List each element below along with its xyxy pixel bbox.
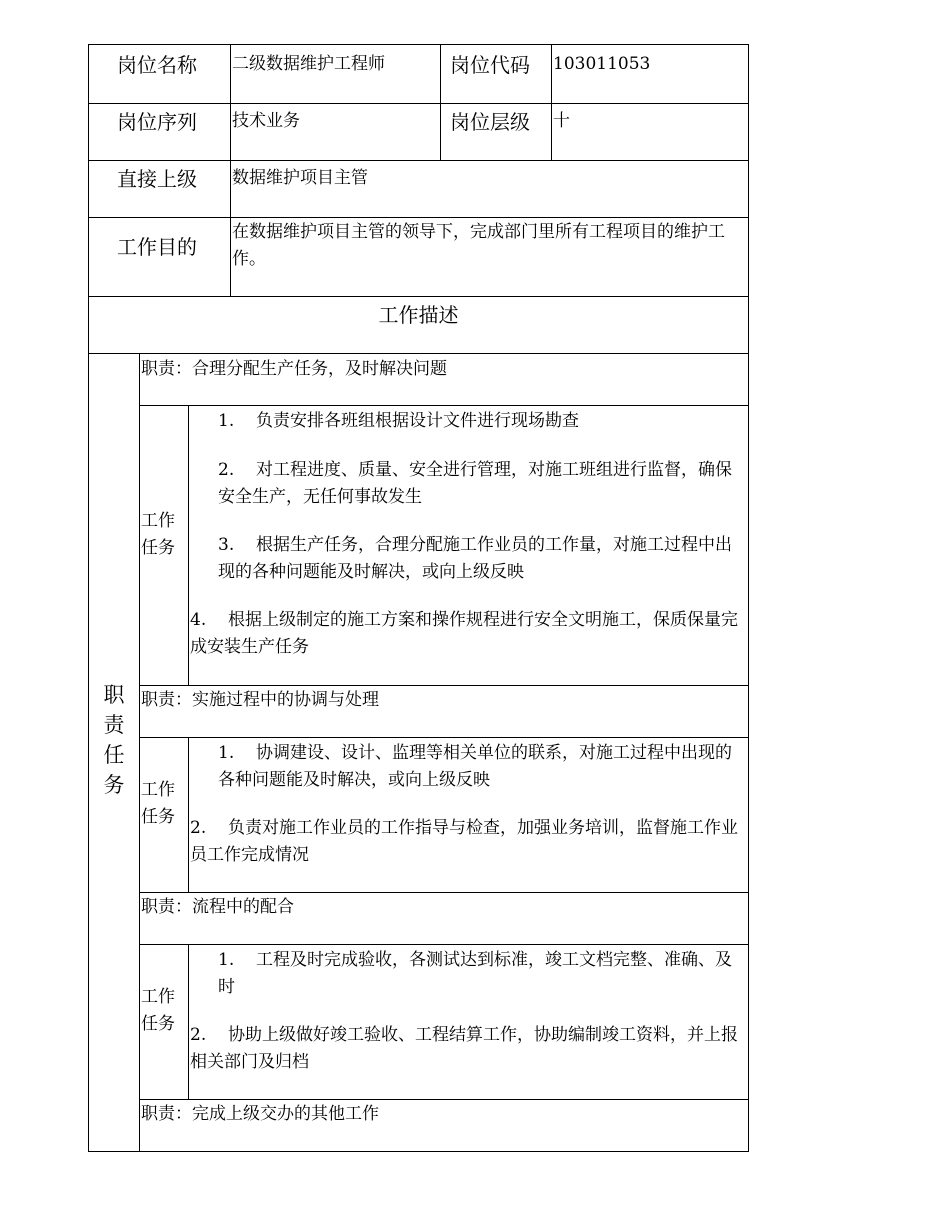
table-border	[748, 44, 749, 1152]
purpose-value: 在数据维护项目主管的领导下，完成部门里所有工程项目的维护工作。	[232, 222, 725, 269]
table-border	[188, 944, 189, 1100]
position-code-label: 岗位代码	[450, 53, 530, 77]
task-label: 工作任务	[141, 780, 175, 827]
position-level-label: 岗位层级	[450, 110, 530, 134]
task-label: 工作任务	[141, 987, 175, 1034]
work-description-title: 工作描述	[378, 303, 459, 327]
task-item: 3. 根据生产任务，合理分配施工作业员的工作量，对施工过程中出现的各种问题能及时解决，或向上级反映	[218, 535, 732, 582]
table-border	[139, 944, 749, 945]
duty-title: 职责：流程中的配合	[141, 897, 294, 917]
table-border	[139, 737, 749, 738]
task-item: 1. 负责安排各班组根据设计文件进行现场勘查	[218, 411, 579, 431]
table-border	[139, 1099, 749, 1100]
table-border	[88, 103, 749, 104]
table-border	[551, 44, 552, 161]
table-border	[188, 405, 189, 686]
table-border	[88, 1151, 749, 1152]
position-series-label: 岗位序列	[117, 110, 197, 134]
position-name-value: 二级数据维护工程师	[232, 54, 385, 74]
supervisor-value: 数据维护项目主管	[232, 168, 368, 188]
table-border	[230, 44, 231, 297]
task-item: 4. 根据上级制定的施工方案和操作规程进行安全文明施工，保质保量完成安装生产任务	[190, 610, 738, 657]
table-border	[139, 685, 749, 686]
task-item: 2. 负责对施工作业员的工作指导与检查，加强业务培训，监督施工作业员工作完成情况	[190, 818, 738, 865]
table-border	[139, 892, 749, 893]
table-border	[88, 44, 749, 45]
table-border	[88, 296, 749, 297]
task-item: 1. 协调建设、设计、监理等相关单位的联系，对施工过程中出现的各种问题能及时解决，或向上级反映	[218, 743, 732, 790]
purpose-label: 工作目的	[117, 235, 197, 259]
duty-title: 职责：实施过程中的协调与处理	[141, 690, 379, 710]
duty-title: 职责：合理分配生产任务，及时解决问题	[141, 359, 447, 379]
table-border	[88, 160, 749, 161]
task-item: 2. 对工程进度、质量、安全进行管理，对施工班组进行监督，确保安全生产，无任何事故发生	[218, 460, 732, 507]
table-border	[139, 353, 140, 1152]
task-item: 1. 工程及时完成验收，各测试达到标准，竣工文档完整、准确、及时	[218, 950, 732, 997]
duties-label: 职责任务	[103, 683, 125, 797]
position-code-value: 103011053	[553, 54, 651, 74]
position-name-label: 岗位名称	[117, 53, 197, 77]
task-item: 2. 协助上级做好竣工验收、工程结算工作，协助编制竣工资料，并上报相关部门及归档	[190, 1025, 738, 1072]
position-series-value: 技术业务	[232, 111, 300, 131]
task-label: 工作任务	[141, 511, 175, 558]
table-border	[139, 405, 749, 406]
table-border	[188, 737, 189, 893]
table-border	[440, 44, 441, 161]
table-border	[88, 217, 749, 218]
position-level-value: 十	[553, 111, 570, 131]
supervisor-label: 直接上级	[117, 167, 197, 191]
table-border	[88, 44, 89, 1152]
table-border	[88, 353, 749, 354]
duty-title: 职责：完成上级交办的其他工作	[141, 1104, 379, 1124]
